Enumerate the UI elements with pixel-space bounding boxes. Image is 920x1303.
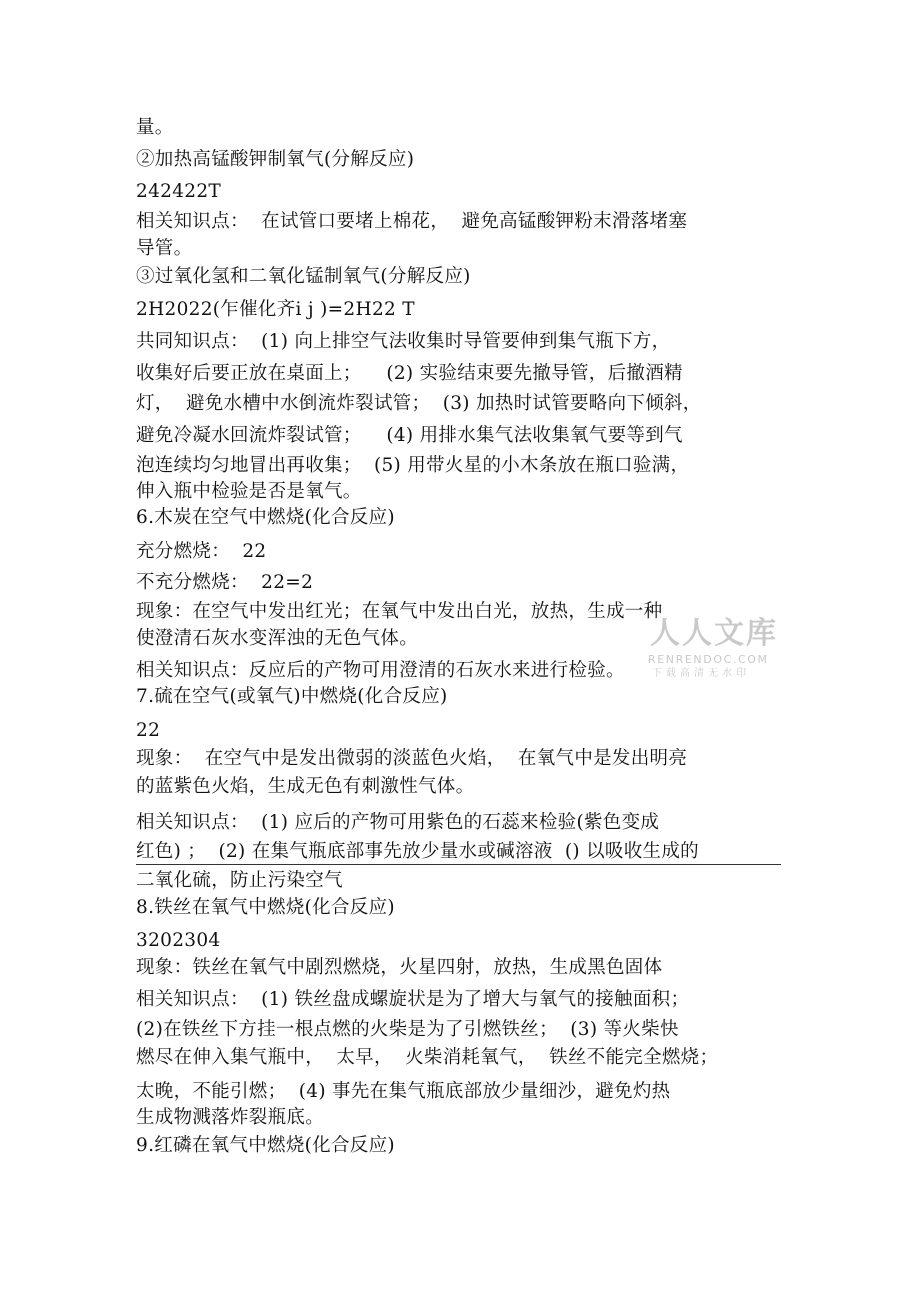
text-line: 红色) ； (2) 在集气瓶底部事先放少量水或碱溶液 () 以吸收生成的 [136,841,699,862]
underline-rule [136,864,781,865]
text-line: 相关知识点： (1) 铁丝盘成螺旋状是为了增大与氧气的接触面积； [136,989,690,1010]
text-line: 相关知识点： 在试管口要堵上棉花， 避免高锰酸钾粉末滑落堵塞 [136,211,688,232]
text-line: 伸入瓶中检验是否是氧气。 [136,481,362,502]
text-line: 2H2022(乍催化齐i j )=2H22 T [136,299,415,320]
text-line: 242422T [136,181,222,202]
text-line: 不充分燃烧： 22=2 [136,572,314,593]
section-heading: 7.硫在空气(或氧气)中燃烧(化合反应) [136,686,448,707]
text-line: ②加热高锰酸钾制氧气(分解反应) [136,149,415,170]
text-line: 充分燃烧： 22 [136,541,267,562]
text-line: 太晚，不能引燃； (4) 事先在集气瓶底部放少量细沙，避免灼热 [136,1081,671,1102]
text-line: 现象： 在空气中是发出微弱的淡蓝色火焰， 在氧气中是发出明亮 [136,748,688,769]
text-line: 生成物溅落炸裂瓶底。 [136,1107,325,1128]
section-heading: 6.木炭在空气中燃烧(化合反应) [136,507,395,528]
text-line: 22 [136,720,161,741]
text-line: 燃尽在伸入集气瓶中， 太早， 火柴消耗氧气， 铁丝不能完全燃烧； [136,1047,719,1068]
text-line: 避免冷凝水回流炸裂试管； (4) 用排水集气法收集氧气要等到气 [136,425,683,446]
watermark-site: RENRENDOC.COM [648,653,769,666]
text-line: 灯， 避免水槽中水倒流炸裂试管； (3) 加热时试管要略向下倾斜， [136,393,702,414]
text-line: 3202304 [136,930,221,951]
text-line: 共同知识点： (1) 向上排空气法收集时导管要伸到集气瓶下方， [136,331,671,352]
text-line: 导管。 [136,238,193,259]
text-line: 的蓝紫色火焰，生成无色有刺激性气体。 [136,776,475,797]
text-line: 相关知识点：反应后的产物可用澄清的石灰水来进行检验。 [136,660,625,681]
watermark-title: 人人文库 [650,616,778,651]
text-line: 相关知识点： (1) 应后的产物可用紫色的石蕊来检验(紫色变成 [136,812,660,833]
text-line: 现象：铁丝在氧气中剧烈燃烧，火星四射，放热，生成黑色固体 [136,957,663,978]
text-line: 量。 [136,117,174,138]
text-line: ③过氧化氢和二氧化锰制氧气(分解反应) [136,266,471,287]
text-line: 现象：在空气中发出红光；在氧气中发出白光，放热，生成一种 [136,601,663,622]
section-heading: 8.铁丝在氧气中燃烧(化合反应) [136,897,395,918]
text-line: 泡连续均匀地冒出再收集； (5) 用带火星的小木条放在瓶口验满， [136,455,690,476]
text-line: (2)在铁丝下方挂一根点燃的火柴是为了引燃铁丝； (3) 等火柴快 [136,1019,679,1040]
text-line: 二氧化硫，防止污染空气 [136,870,343,891]
section-heading: 9.红磷在氧气中燃烧(化合反应) [136,1135,395,1156]
watermark-slogan: 下载高清无水印 [652,668,750,679]
text-line: 使澄清石灰水变浑浊的无色气体。 [136,628,419,649]
text-line: 收集好后要正放在桌面上； (2) 实验结束要先撤导管，后撤酒精 [136,363,683,384]
